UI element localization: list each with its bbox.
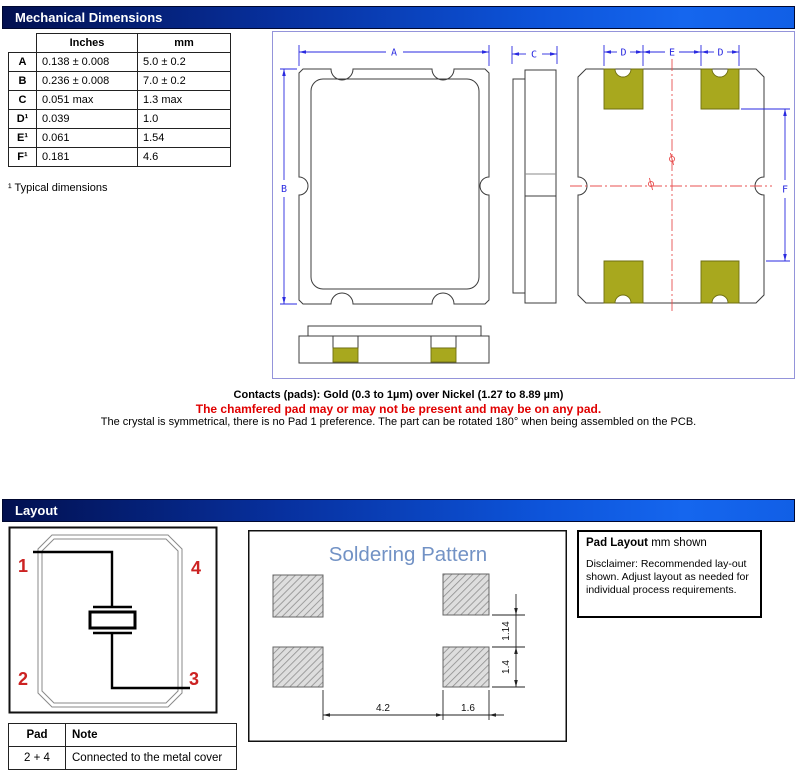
mechanical-drawing-frame: [272, 31, 795, 379]
chamfer-warning-note: The chamfered pad may or may not be present and may be on any pad.: [195, 402, 602, 416]
dim-label-a: A: [390, 47, 398, 59]
pin-schematic: [8, 525, 218, 715]
table-row: [9, 72, 231, 91]
dim-pad-height: 1.4: [501, 660, 512, 674]
dim-label-d: D: [620, 47, 627, 59]
col-header-mm: mm: [138, 34, 231, 53]
pin-label-4: 4: [190, 558, 202, 578]
solder-pad-top-left: [273, 575, 323, 617]
symmetry-note: The crystal is symmetrical, there is no Pad 1 preference. The part can be rotated 180° when being assembled on the PCB.: [100, 416, 697, 428]
row-label: F¹: [9, 148, 37, 167]
cell-mm: 7.0 ± 0.2: [138, 72, 231, 91]
solder-pad-bottom-right: [443, 647, 489, 687]
pad-layout-disclaimer: Disclaimer: Recommended lay-out shown. Adjust layout as needed for individual process requirements.: [586, 558, 749, 596]
pad-layout-title-line: [586, 537, 753, 549]
contacts-note: Contacts (pads): Gold (0.3 to 1µm) over Nickel (1.27 to 8.89 µm): [233, 389, 564, 401]
soldering-pattern-title: Soldering Pattern: [328, 543, 488, 566]
top-view: [299, 69, 489, 304]
cell-mm: 5.0 ± 0.2: [138, 53, 231, 72]
cell-mm: 4.6: [138, 148, 231, 167]
cell-mm: 1.3 max: [138, 91, 231, 110]
pin-label-1: 1: [17, 556, 29, 576]
soldering-pattern-frame: [248, 530, 567, 742]
cell-inches: 0.236 ± 0.008: [37, 72, 138, 91]
table-row: [9, 53, 231, 72]
gold-pad-side-right: [431, 348, 456, 362]
dim-label-e: E: [668, 47, 676, 59]
cell-inches: 0.181: [37, 148, 138, 167]
pad-layout-subtitle: mm shown: [651, 537, 707, 549]
cell-inches: 0.051 max: [37, 91, 138, 110]
pad-notes: [0, 389, 797, 429]
table-row: [9, 148, 231, 167]
pad-layout-title: Pad Layout: [586, 537, 648, 549]
gold-pad-side-left: [333, 348, 358, 362]
section-header-layout: Layout: [2, 499, 795, 522]
dim-gap-vertical: 1.14: [501, 621, 512, 641]
pin-schematic-frame: [8, 525, 218, 715]
dim-label-d2: D: [717, 47, 724, 59]
pin-label-2: 2: [17, 669, 29, 689]
mechanical-dimensions-table: [8, 33, 231, 167]
table-header-row: [9, 724, 237, 747]
dim-label-c: C: [530, 49, 538, 61]
table-header-row: [9, 34, 231, 53]
table-row: [9, 747, 237, 770]
row-label: E¹: [9, 129, 37, 148]
side-view: [513, 70, 556, 303]
cell-inches: 0.061: [37, 129, 138, 148]
soldering-pattern: [248, 530, 567, 742]
row-label: C: [9, 91, 37, 110]
section-header-mechanical-dimensions: Mechanical Dimensions: [2, 6, 795, 29]
dim-pad-width: 1.6: [461, 703, 475, 714]
solder-pad-top-right: [443, 574, 489, 615]
cell-mm: 1.54: [138, 129, 231, 148]
cell-mm: 1.0: [138, 110, 231, 129]
cell-inches: 0.039: [37, 110, 138, 129]
soldering-dimensions: [323, 594, 525, 720]
dim-label-f: F: [781, 184, 789, 196]
typical-dimensions-footnote: ¹ Typical dimensions: [8, 182, 108, 194]
row-label: B: [9, 72, 37, 91]
table-row: [9, 110, 231, 129]
bottom-elevation-view: [299, 326, 489, 363]
table-row: [9, 91, 231, 110]
dim-pad-span: 4.2: [376, 703, 390, 714]
row-label: A: [9, 53, 37, 72]
col-header-pad: Pad: [9, 724, 66, 747]
cell-inches: 0.138 ± 0.008: [37, 53, 138, 72]
pin-label-3: 3: [188, 669, 200, 689]
solder-pad-bottom-left: [273, 647, 323, 687]
corner-cell: [9, 34, 37, 53]
crystal-symbol: [33, 552, 190, 688]
cell-note: Connected to the metal cover: [66, 747, 237, 770]
dim-label-b: B: [280, 184, 288, 195]
row-label: D¹: [9, 110, 37, 129]
cell-pad: 2 + 4: [9, 747, 66, 770]
mechanical-drawing: [273, 32, 794, 378]
pad-note-table: [8, 723, 237, 770]
pad-layout-info-box: [577, 530, 762, 618]
col-header-inches: Inches: [37, 34, 138, 53]
col-header-note: Note: [66, 724, 237, 747]
table-row: [9, 129, 231, 148]
